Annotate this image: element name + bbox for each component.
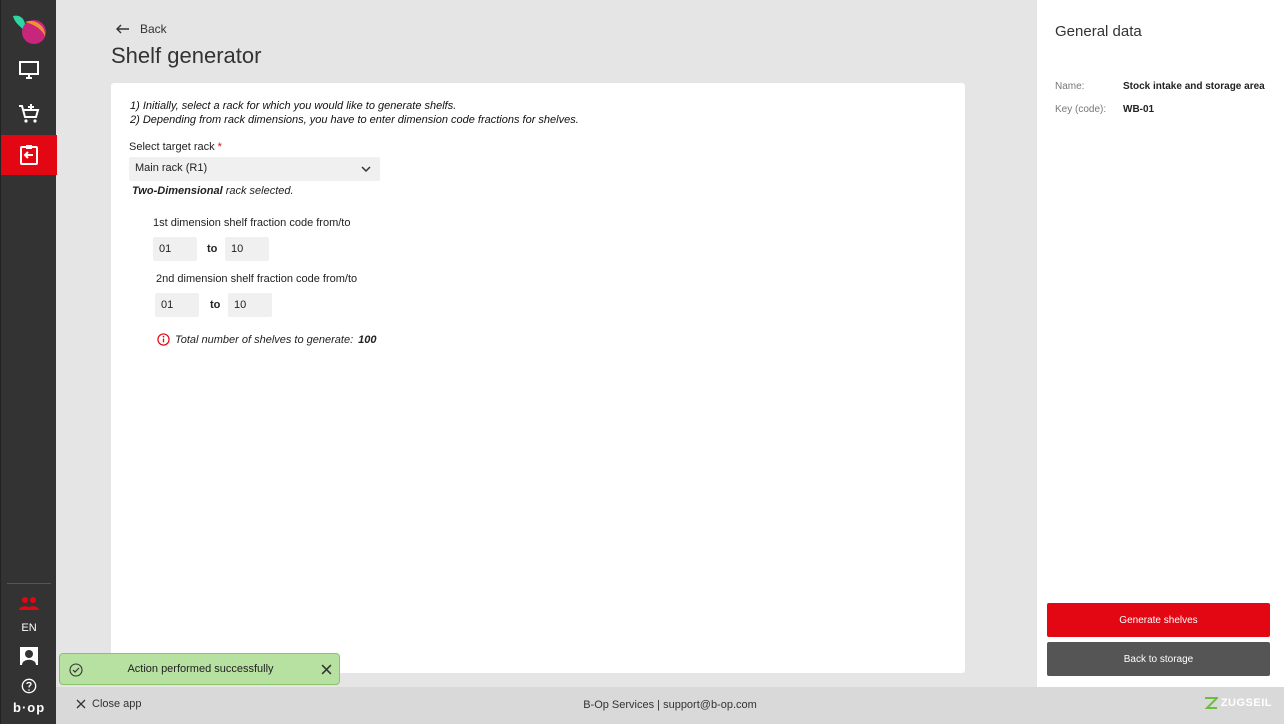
- dim2-from-input[interactable]: 01: [155, 293, 199, 317]
- back-to-storage-button[interactable]: Back to storage: [1047, 642, 1270, 676]
- zugseil-logo-icon: [1204, 697, 1218, 709]
- brand-logo: [1204, 697, 1272, 709]
- user-icon: [17, 644, 41, 668]
- chevron-down-icon: [360, 163, 372, 175]
- code-value: WB-01: [1123, 104, 1155, 115]
- arrow-left-icon: [116, 24, 130, 34]
- instructions: [130, 99, 579, 127]
- required-mark: *: [217, 141, 222, 153]
- rack-label: [129, 141, 222, 153]
- page-title: Shelf generator: [111, 43, 262, 68]
- rack-label-text: Select target rack: [129, 141, 215, 153]
- general-data-title: General data: [1055, 23, 1142, 40]
- instruction-1: 1) Initially, select a rack for which you would like to generate shelfs.: [130, 100, 457, 112]
- footer-contact: B-Op Services | support@b-op.com: [583, 699, 757, 711]
- generate-shelves-button[interactable]: Generate shelves: [1047, 603, 1270, 637]
- name-key: Name:: [1055, 81, 1085, 92]
- language-switch[interactable]: EN: [21, 622, 37, 634]
- nav-add-to-cart[interactable]: [1, 94, 57, 134]
- dim2-label: 2nd dimension shelf fraction code from/to: [156, 273, 358, 285]
- toast-message: Action performed successfully: [127, 663, 274, 675]
- rack-type: Two-Dimensional: [132, 185, 223, 197]
- add-cart-icon: [17, 102, 41, 126]
- total-value: 100: [358, 333, 377, 346]
- rack-select[interactable]: [129, 157, 380, 181]
- dim2-to-label: to: [210, 299, 221, 311]
- code-key: Key (code):: [1055, 104, 1107, 115]
- nav-help[interactable]: [1, 674, 57, 698]
- name-value: Stock intake and storage area: [1123, 81, 1265, 92]
- sidebar-divider: [7, 583, 51, 584]
- close-app-label: Close app: [92, 698, 142, 710]
- monitor-icon: [17, 58, 41, 82]
- rack-type-note: [132, 185, 294, 197]
- rack-select-value: Main rack (R1): [135, 162, 208, 174]
- dim2-to-input[interactable]: 10: [228, 293, 272, 317]
- dim1-label: 1st dimension shelf fraction code from/to: [153, 217, 351, 229]
- info-icon: [157, 333, 170, 346]
- back-link[interactable]: [116, 22, 167, 36]
- back-label: Back: [140, 22, 167, 36]
- dim1-from-input[interactable]: 01: [153, 237, 197, 261]
- instruction-2: 2) Depending from rack dimensions, you have to enter dimension code fractions for shelves.: [130, 114, 579, 126]
- total-shelves: [157, 333, 377, 346]
- team-icon: [17, 592, 41, 616]
- close-icon: [76, 699, 86, 709]
- shelf-form-card: [111, 83, 965, 673]
- app-logo[interactable]: [11, 12, 47, 48]
- nav-storage[interactable]: [1, 135, 57, 175]
- toast-close-icon[interactable]: [321, 664, 332, 675]
- help-icon: [21, 678, 37, 694]
- close-app-button[interactable]: [76, 698, 142, 710]
- success-toast: [59, 653, 340, 685]
- rack-note-suffix: rack selected.: [225, 185, 294, 197]
- general-data-panel: [1037, 0, 1284, 687]
- footer: [56, 687, 1284, 724]
- dim1-to-label: to: [207, 243, 218, 255]
- nav-monitor[interactable]: [1, 50, 57, 90]
- total-label: Total number of shelves to generate:: [175, 333, 354, 346]
- brand-name: ZUGSEIL: [1220, 697, 1272, 709]
- nav-profile[interactable]: [1, 642, 57, 670]
- dim1-to-input[interactable]: 10: [225, 237, 269, 261]
- nav-team[interactable]: [1, 590, 57, 618]
- clipboard-arrow-icon: [17, 143, 41, 167]
- bop-logo: b·op: [13, 700, 46, 715]
- sidebar: [0, 0, 56, 724]
